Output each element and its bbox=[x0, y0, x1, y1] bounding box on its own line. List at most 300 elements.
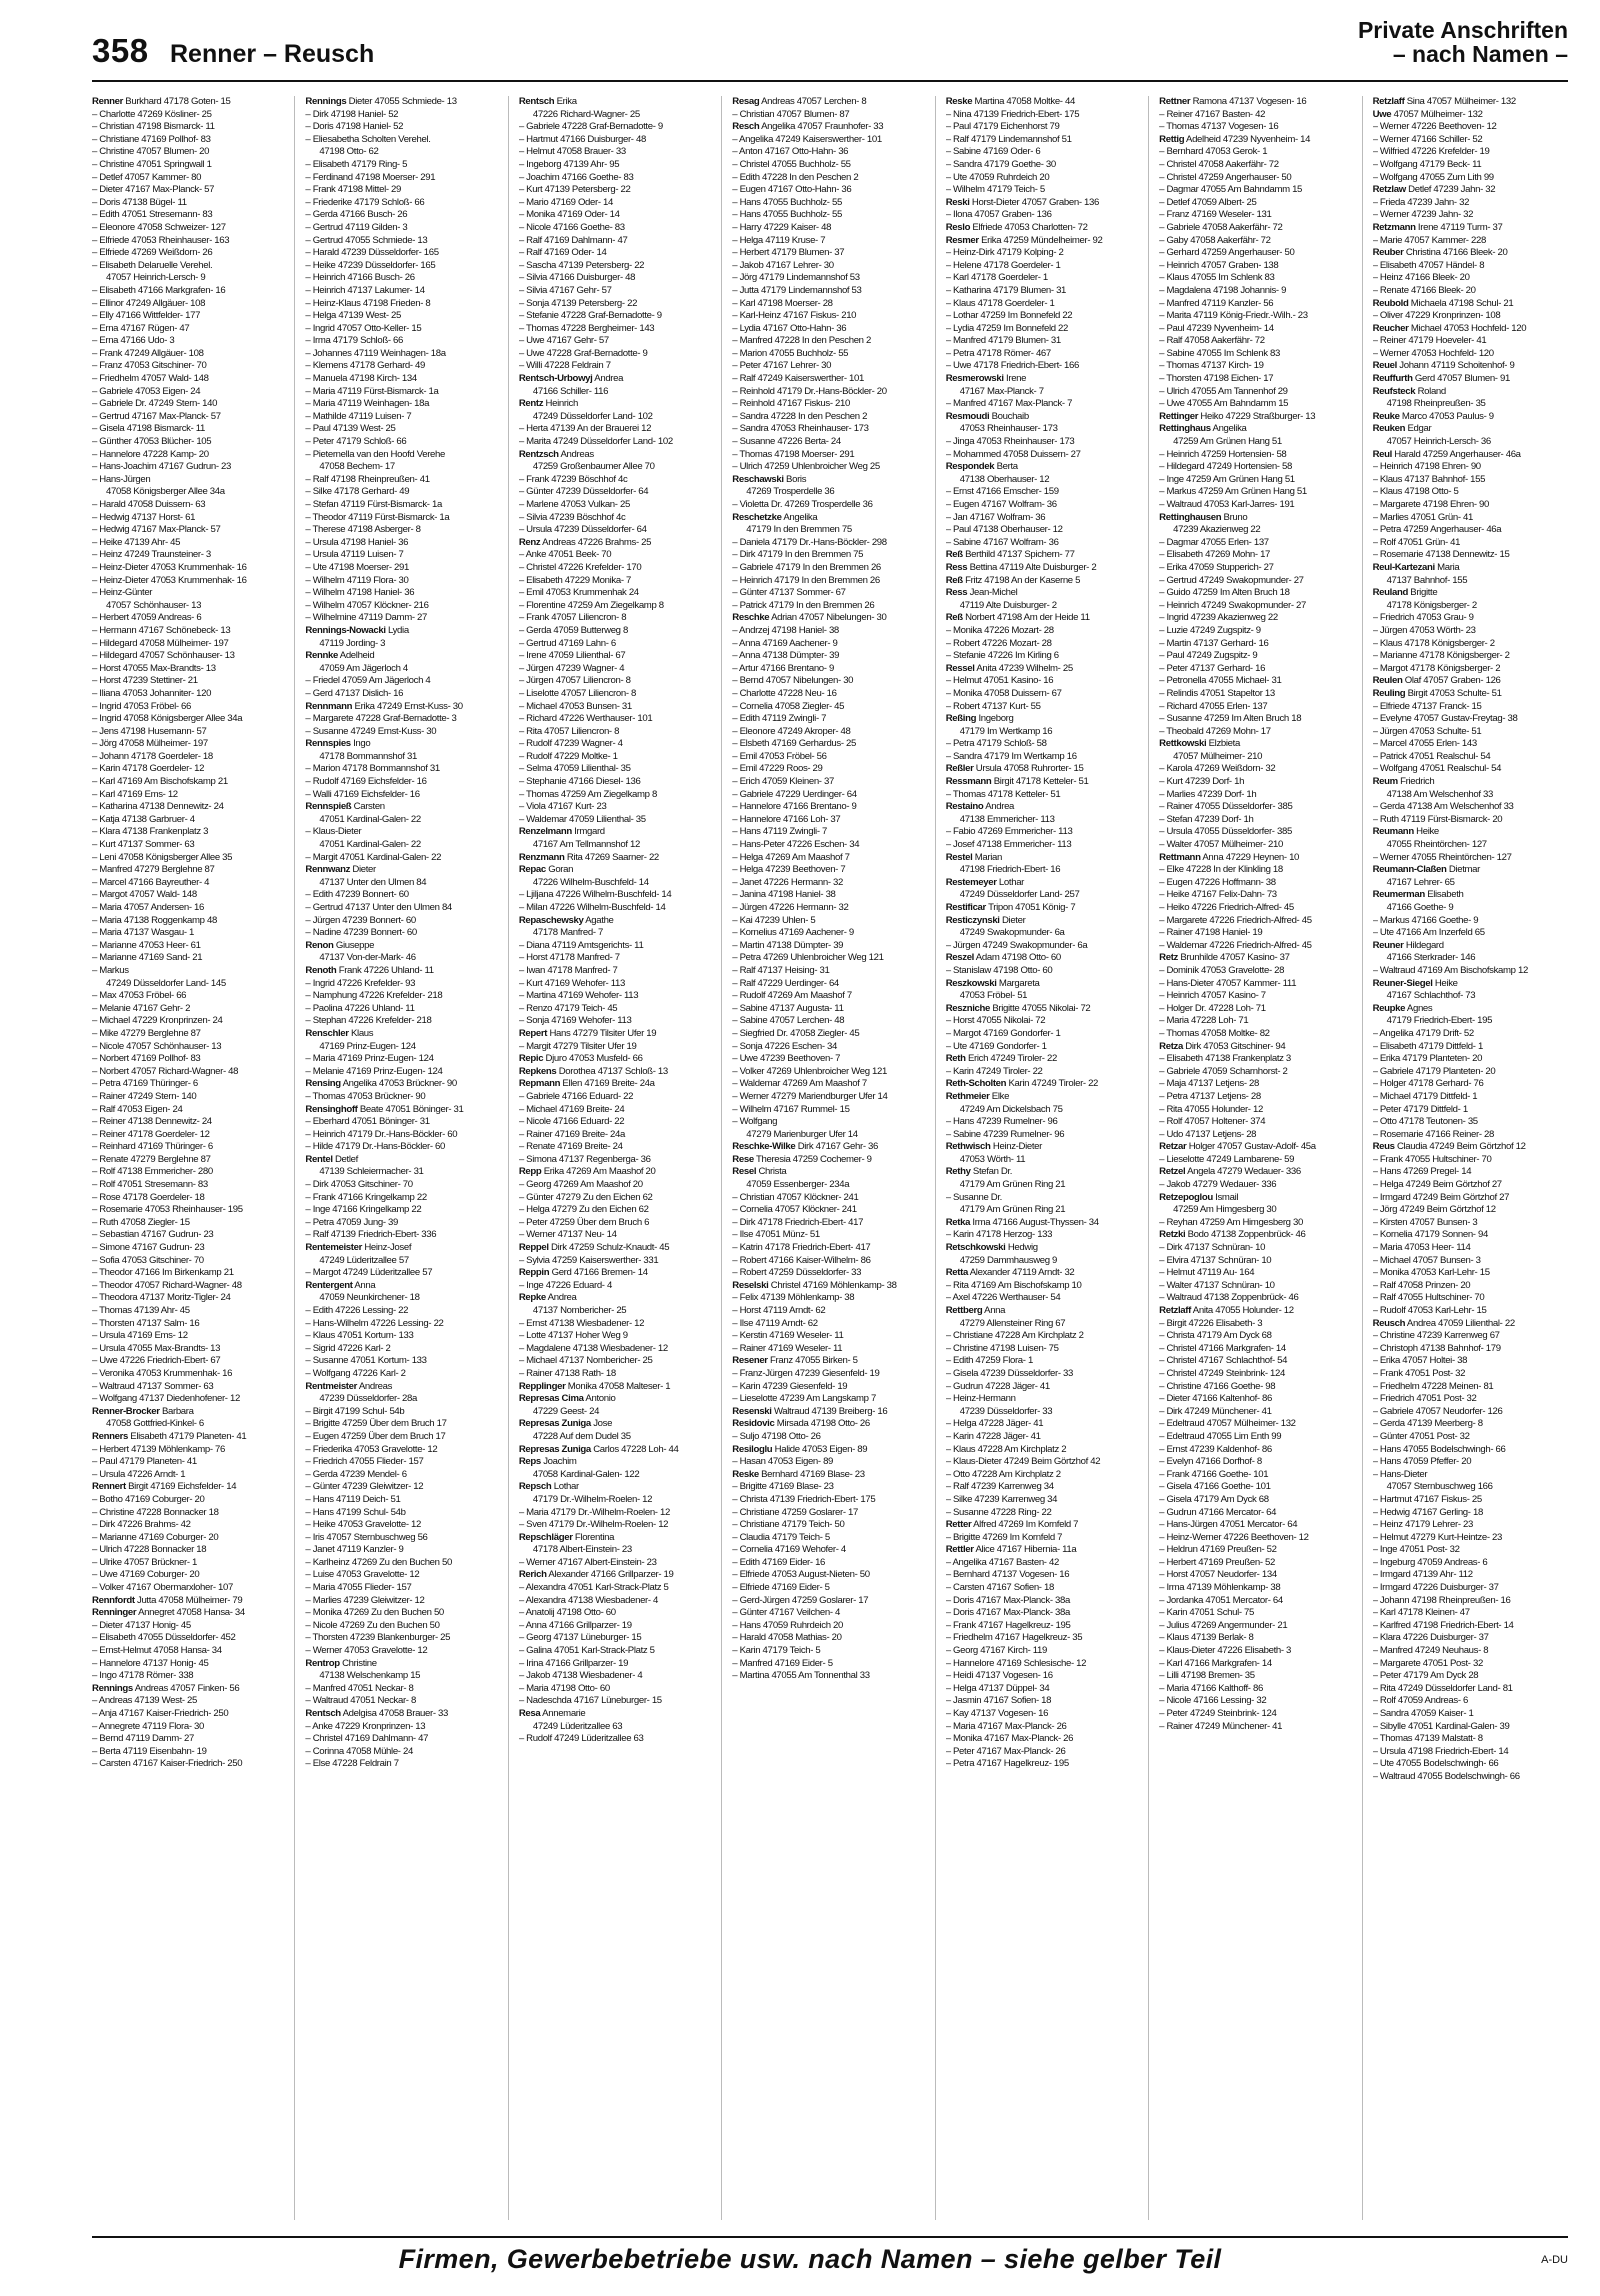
directory-entry bbox=[732, 1318, 928, 1331]
entry-text: – Eugen 47167 Wolfram- 36 bbox=[945, 499, 1057, 510]
directory-entry bbox=[1159, 940, 1355, 953]
entry-text: – Christel 47259 Angerhauser- 50 bbox=[1159, 171, 1292, 183]
entry-text: – Ulrich 47228 Bonnacker 18 bbox=[92, 1544, 207, 1556]
directory-entry bbox=[305, 1343, 501, 1356]
entry-text: – Harald 47058 Mathias- 20 bbox=[732, 1632, 842, 1644]
entry-text: – Marianne 47169 Sand- 21 bbox=[92, 952, 203, 964]
entry-text: – Irmgard 47226 Duisburger- 37 bbox=[1372, 1582, 1499, 1594]
entry-text: Rita 47269 Saarner- 22 bbox=[564, 851, 659, 863]
directory-entry bbox=[92, 738, 288, 751]
entry-text: – Alexandra 47051 Karl-Strack-Platz 5 bbox=[518, 1582, 669, 1594]
directory-entry bbox=[305, 1242, 501, 1255]
directory-entry bbox=[1159, 1519, 1355, 1532]
directory-entry bbox=[305, 474, 501, 487]
surname: Rentrop bbox=[305, 1657, 340, 1669]
directory-entry bbox=[92, 1658, 288, 1671]
entry-text: Carsten bbox=[351, 801, 385, 813]
directory-entry bbox=[305, 1141, 501, 1154]
entry-text: – Uwe 47169 Coburger- 20 bbox=[92, 1569, 200, 1581]
directory-entry bbox=[519, 915, 715, 928]
entry-text: – Franz-Jürgen 47239 Giesenfeld- 19 bbox=[732, 1367, 880, 1379]
directory-entry bbox=[1159, 1003, 1355, 1016]
entry-text: – Peter 47179 Dittfeld- 1 bbox=[1372, 1103, 1468, 1115]
directory-entry bbox=[305, 889, 501, 902]
entry-text: – Gertrud 47137 Unter den Ulmen 84 bbox=[305, 902, 452, 913]
entry-text: – Christian 47057 Klöckner- 241 bbox=[732, 1191, 859, 1203]
directory-entry bbox=[519, 449, 715, 462]
entry-text: – Edith 47051 Stresemann- 83 bbox=[92, 209, 213, 221]
entry-text: – Edeltraud 47055 Lim Enth 99 bbox=[1159, 1430, 1282, 1442]
entry-text: 47059 Essenberger- 234a bbox=[746, 1179, 850, 1191]
directory-entry bbox=[305, 1255, 501, 1268]
entry-text: – Reyhan 47259 Am Himgesberg 30 bbox=[1159, 1216, 1303, 1228]
entry-text: – Wolfgang 47226 Karl- 2 bbox=[305, 1367, 406, 1379]
entry-text: – Thomas 47058 Moltke- 82 bbox=[1159, 1027, 1270, 1039]
entry-text: – Klaus 47198 Otto- 5 bbox=[1372, 486, 1459, 498]
directory-entry bbox=[732, 575, 928, 588]
directory-entry bbox=[519, 801, 715, 814]
directory-entry bbox=[946, 663, 1142, 676]
directory-entry bbox=[305, 1494, 501, 1507]
directory-entry bbox=[519, 1041, 715, 1054]
directory-entry bbox=[1373, 1746, 1570, 1759]
directory-entry bbox=[92, 1406, 288, 1419]
directory-entry bbox=[732, 1393, 928, 1406]
directory-entry bbox=[305, 1116, 501, 1129]
region-code: A-DU bbox=[1541, 2254, 1568, 2266]
entry-text: – Maria 47119 Fürst-Bismarck- 1a bbox=[305, 385, 439, 397]
directory-entry bbox=[92, 978, 288, 991]
entry-text: Heike bbox=[1413, 826, 1439, 838]
directory-entry bbox=[305, 663, 501, 676]
page-header bbox=[92, 18, 1568, 76]
entry-text: – Kerstin 47169 Weseler- 11 bbox=[732, 1330, 844, 1342]
entry-text: – Karin 47249 Tiroler- 22 bbox=[945, 1065, 1043, 1077]
directory-entry bbox=[732, 612, 928, 625]
directory-entry bbox=[732, 209, 928, 222]
entry-text: – Rolf 47059 Andreas- 6 bbox=[1372, 1695, 1468, 1707]
entry-text: – Hannelore 47228 Kamp- 20 bbox=[92, 448, 209, 460]
directory-entry bbox=[1159, 222, 1355, 235]
entry-text: – Rosemarie 47166 Reiner- 28 bbox=[1372, 1128, 1494, 1140]
directory-entry bbox=[1373, 814, 1570, 827]
entry-text: – Katharina 47179 Blumen- 31 bbox=[945, 284, 1067, 296]
directory-entry bbox=[1159, 1620, 1355, 1633]
entry-text: – Helmut 47051 Kasino- 16 bbox=[945, 675, 1054, 687]
entry-text: – Ute 47059 Ruhrdeich 20 bbox=[945, 171, 1050, 183]
directory-entry bbox=[1159, 650, 1355, 663]
directory-entry bbox=[519, 1053, 715, 1066]
directory-entry bbox=[946, 96, 1142, 109]
entry-text: – Thorsten 47239 Blankenburger- 25 bbox=[305, 1632, 451, 1644]
entry-text: – Birgit 47199 Schul- 54b bbox=[305, 1405, 405, 1417]
directory-entry bbox=[92, 1494, 288, 1507]
directory-entry bbox=[946, 348, 1142, 361]
entry-text: – Gerda 47138 Am Welschenhof 33 bbox=[1372, 801, 1514, 813]
directory-entry bbox=[1159, 1129, 1355, 1142]
entry-text: – Günter 47051 Post- 32 bbox=[1372, 1430, 1470, 1442]
entry-text: – Petra 47259 Angerhauser- 46a bbox=[1372, 524, 1502, 536]
surname: Reuffurth bbox=[1372, 373, 1413, 385]
entry-text: 47249 Düsseldorfer Land- 145 bbox=[106, 977, 226, 989]
directory-entry bbox=[519, 1116, 715, 1129]
entry-text: – Detlef 47059 Albert- 25 bbox=[1159, 196, 1257, 208]
entry-text: Andrea bbox=[983, 801, 1015, 813]
directory-entry bbox=[732, 1595, 928, 1608]
surname: Reth-Scholten bbox=[945, 1078, 1007, 1090]
entry-text: – Heinz-Werner 47226 Beethoven- 12 bbox=[1159, 1531, 1309, 1543]
surname: Reth bbox=[945, 1053, 966, 1065]
directory-entry bbox=[92, 638, 288, 651]
directory-entry bbox=[1159, 990, 1355, 1003]
directory-entry bbox=[92, 1217, 288, 1230]
directory-entry bbox=[946, 146, 1142, 159]
entry-text: – Marlene 47053 Vulkan- 25 bbox=[518, 499, 630, 510]
entry-text: – Ernst 47138 Wiesbadener- 12 bbox=[518, 1317, 645, 1329]
directory-entry bbox=[92, 663, 288, 676]
entry-text: 47239 Düsseldorfer- 33 bbox=[959, 1405, 1053, 1417]
entry-text: – Manfred 47169 Eider- 5 bbox=[732, 1657, 833, 1669]
directory-entry bbox=[732, 701, 928, 714]
directory-entry bbox=[519, 852, 715, 865]
entry-text: – Ralf 47169 Oder- 14 bbox=[518, 247, 607, 259]
entry-text: – Sibylle 47051 Kardinal-Galen- 39 bbox=[1372, 1720, 1510, 1732]
entry-text: – Brigitte 47259 Über dem Bruch 17 bbox=[305, 1418, 447, 1430]
directory-entry bbox=[519, 499, 715, 512]
directory-entry bbox=[946, 1733, 1142, 1746]
entry-text: – Angelika 47249 Kaiserswerther- 101 bbox=[732, 133, 882, 145]
entry-text: – Claudia 47179 Teich- 5 bbox=[732, 1531, 830, 1543]
directory-entry bbox=[519, 1242, 715, 1255]
entry-text: – Stefan 47119 Fürst-Bismarck- 1a bbox=[305, 499, 442, 510]
entry-text: – Hedwig 47137 Horst- 61 bbox=[92, 511, 196, 523]
directory-entry bbox=[1373, 449, 1570, 462]
entry-text: – Wilfried 47226 Krefelder- 19 bbox=[1372, 146, 1490, 158]
directory-entry bbox=[1373, 1645, 1570, 1658]
directory-entry bbox=[946, 411, 1142, 424]
entry-text: – Dagmar 47055 Am Bahndamm 15 bbox=[1159, 184, 1303, 196]
directory-entry bbox=[305, 1104, 501, 1117]
entry-text: – Bernd 47057 Nibelungen- 30 bbox=[732, 675, 854, 687]
entry-text: – Klaus-Dieter bbox=[305, 826, 362, 838]
directory-entry bbox=[305, 1444, 501, 1457]
entry-text: – Jens 47198 Husemann- 57 bbox=[92, 725, 207, 737]
entry-text: – Hans-Dieter bbox=[1372, 1468, 1428, 1480]
entry-text: – Eleonore 47058 Schweizer- 127 bbox=[92, 221, 226, 233]
entry-text: – Martina 47169 Wehofer- 113 bbox=[518, 990, 639, 1002]
directory-entry bbox=[92, 1003, 288, 1016]
entry-text: – Helga 47119 Kruse- 7 bbox=[732, 234, 826, 246]
entry-text: – Theodor 47119 Fürst-Bismarck- 1a bbox=[305, 511, 450, 523]
directory-entry bbox=[1159, 1582, 1355, 1595]
directory-entry bbox=[946, 1116, 1142, 1129]
directory-entry bbox=[1373, 1066, 1570, 1079]
directory-entry bbox=[1159, 386, 1355, 399]
surname: Repp bbox=[518, 1166, 542, 1178]
entry-text: – Gabriele 47057 Neudorfer- 126 bbox=[1372, 1405, 1503, 1417]
entry-text: 47119 Alte Duisburger- 2 bbox=[959, 599, 1057, 611]
entry-text: – Herta 47139 An der Brauerei 12 bbox=[518, 423, 652, 435]
entry-text: Christel 47169 Möhlenkamp- 38 bbox=[768, 1279, 897, 1291]
directory-entry bbox=[946, 1456, 1142, 1469]
directory-entry bbox=[1159, 1695, 1355, 1708]
entry-text: Irma 47166 August-Thyssen- 34 bbox=[970, 1216, 1099, 1228]
entry-text: – Heinz 47179 Lehrer- 23 bbox=[1372, 1519, 1473, 1531]
directory-entry bbox=[1159, 1330, 1355, 1343]
directory-entry bbox=[519, 512, 715, 525]
entry-text: Annemarie bbox=[540, 1708, 586, 1719]
directory-entry bbox=[1159, 184, 1355, 197]
surname: Reuling bbox=[1372, 687, 1406, 699]
entry-text: – Ingeborg 47139 Ahr- 95 bbox=[518, 158, 620, 170]
entry-text: – Charlotte 47269 Kösliner- 25 bbox=[92, 108, 212, 120]
entry-text: – Reiner 47178 Goerdeler- 12 bbox=[92, 1128, 210, 1140]
directory-entry bbox=[305, 650, 501, 663]
entry-text: – Dominik 47053 Gravelotte- 28 bbox=[1159, 964, 1285, 976]
directory-entry bbox=[519, 285, 715, 298]
entry-text: – Anna 47166 Grillparzer- 19 bbox=[518, 1619, 632, 1631]
surname: Rennspieß bbox=[305, 801, 352, 813]
entry-text: – Ernst 47239 Kaldenhof- 86 bbox=[1159, 1443, 1272, 1455]
entry-text: – Marianne 47169 Coburger- 20 bbox=[92, 1531, 219, 1543]
entry-text: – Ralf 47169 Dahlmann- 47 bbox=[518, 234, 628, 246]
directory-entry bbox=[1373, 726, 1570, 739]
directory-entry bbox=[946, 512, 1142, 525]
entry-text: – Eugen 47259 Über dem Bruch 17 bbox=[305, 1430, 446, 1442]
directory-entry bbox=[1159, 1192, 1355, 1205]
directory-entry bbox=[732, 159, 928, 172]
directory-entry bbox=[92, 1179, 288, 1192]
directory-entry bbox=[1159, 751, 1355, 764]
entry-text: – Irina 47166 Grillparzer- 19 bbox=[518, 1657, 629, 1669]
entry-text: – Jürgen 47249 Swakopmunder- 6a bbox=[945, 939, 1088, 951]
directory-entry bbox=[732, 1355, 928, 1368]
entry-text: – Thomas 47137 Vogesen- 16 bbox=[1159, 121, 1279, 133]
directory-entry bbox=[1159, 726, 1355, 739]
directory-entry bbox=[1159, 600, 1355, 613]
surname: Represas Zuniga bbox=[518, 1418, 591, 1430]
directory-entry bbox=[305, 486, 501, 499]
entry-text: Dirk 47259 Schulz-Knaudt- 45 bbox=[548, 1242, 670, 1254]
entry-text: – Gerda 47139 Meerberg- 8 bbox=[1372, 1418, 1483, 1430]
directory-entry bbox=[1159, 348, 1355, 361]
entry-text: – Jörg 47249 Beim Görtzhof 12 bbox=[1372, 1204, 1496, 1216]
directory-entry bbox=[305, 386, 501, 399]
directory-entry bbox=[946, 965, 1142, 978]
entry-text: – Gaby 47058 Aakerfähr- 72 bbox=[1159, 234, 1271, 246]
directory-entry bbox=[1373, 915, 1570, 928]
directory-entry bbox=[92, 1104, 288, 1117]
entry-text: – Uwe 47239 Beethoven- 7 bbox=[732, 1053, 841, 1065]
entry-text: – Kay 47137 Vogesen- 16 bbox=[945, 1708, 1049, 1719]
directory-entry bbox=[1373, 1381, 1570, 1394]
directory-entry bbox=[92, 386, 288, 399]
entry-text: Bettina 47119 Alte Duisburger- 2 bbox=[967, 561, 1097, 573]
entry-text: – Waldemar 47226 Friedrich-Alfred- 45 bbox=[1159, 939, 1312, 951]
directory-entry bbox=[519, 1544, 715, 1557]
directory-entry bbox=[732, 978, 928, 991]
entry-text: Anna 47229 Heynen- 10 bbox=[1200, 851, 1300, 863]
directory-entry bbox=[1159, 1431, 1355, 1444]
entry-text: – Marlies 47239 Dorf- 1h bbox=[1159, 788, 1257, 800]
entry-text: – Georg 47269 Am Maashof 20 bbox=[518, 1179, 643, 1191]
directory-entry bbox=[946, 1519, 1142, 1532]
directory-entry bbox=[92, 839, 288, 852]
directory-entry bbox=[946, 1066, 1142, 1079]
entry-text: – Brigitte 47269 Im Kornfeld 7 bbox=[945, 1531, 1063, 1543]
surname: Retzki bbox=[1159, 1229, 1186, 1241]
entry-text: – Margit 47051 Kardinal-Galen- 22 bbox=[305, 851, 442, 863]
surname: Reschke bbox=[732, 612, 770, 624]
directory-entry bbox=[1159, 1381, 1355, 1394]
directory-entry bbox=[1373, 109, 1570, 122]
entry-text: – Petra 47167 Hagelkreuz- 195 bbox=[945, 1758, 1069, 1770]
directory-entry bbox=[732, 738, 928, 751]
directory-entry bbox=[519, 701, 715, 714]
directory-entry bbox=[1159, 1721, 1355, 1734]
entry-text: – Christel 47055 Buchholz- 55 bbox=[732, 158, 851, 170]
directory-entry bbox=[946, 1406, 1142, 1419]
entry-text: – Elfriede 47169 Eider- 5 bbox=[732, 1582, 830, 1594]
directory-entry bbox=[732, 1368, 928, 1381]
entry-text: 47055 Rheintörchen- 127 bbox=[1386, 839, 1487, 851]
surname: Retter bbox=[945, 1519, 972, 1531]
entry-text: – Christine 47051 Springwall 1 bbox=[92, 158, 212, 170]
entry-text: – Christine 47057 Blumen- 20 bbox=[92, 146, 210, 158]
entry-text: – Inge 47226 Eduard- 4 bbox=[518, 1279, 612, 1291]
entry-text: 47259 Großenbaumer Allee 70 bbox=[532, 461, 655, 473]
directory-entry bbox=[1159, 323, 1355, 336]
entry-text: – Suljo 47198 Otto- 26 bbox=[732, 1430, 821, 1442]
entry-text: Dirk 47053 Gitschiner- 94 bbox=[1182, 1040, 1286, 1052]
directory-entry bbox=[519, 96, 715, 109]
directory-entry bbox=[1159, 826, 1355, 839]
surname: Rentel bbox=[305, 1153, 333, 1165]
directory-entry bbox=[1373, 298, 1570, 311]
directory-entry bbox=[946, 1343, 1142, 1356]
entry-text: – Hedwig 47167 Gerling- 18 bbox=[1372, 1506, 1483, 1518]
surname: Represas Zuniga bbox=[518, 1443, 591, 1455]
entry-text: – Manfred 47051 Neckar- 8 bbox=[305, 1682, 414, 1694]
entry-text: – Janina 47198 Haniel- 38 bbox=[732, 889, 836, 901]
directory-entry bbox=[732, 172, 928, 185]
entry-text: 47138 Oberhauser- 12 bbox=[959, 473, 1050, 485]
directory-entry bbox=[732, 436, 928, 449]
entry-text: – Ralf 47239 Karrenweg 34 bbox=[945, 1481, 1054, 1493]
entry-text: Irmgard bbox=[571, 826, 605, 838]
directory-entry bbox=[519, 776, 715, 789]
entry-text: 47179 Im Wertkamp 16 bbox=[959, 725, 1053, 737]
directory-entry bbox=[92, 310, 288, 323]
entry-text: – Heinz-Dirk 47179 Kolping- 2 bbox=[945, 247, 1064, 259]
entry-text: – Stefan 47239 Dorf- 1h bbox=[1159, 813, 1254, 825]
directory-entry bbox=[1159, 638, 1355, 651]
directory-entry bbox=[305, 1066, 501, 1079]
entry-text: – Heike 47167 Felix-Dahn- 73 bbox=[1159, 889, 1277, 901]
entry-text: – Markus 47166 Goethe- 9 bbox=[1372, 914, 1479, 926]
entry-text: – Max 47053 Fröbel- 66 bbox=[92, 990, 187, 1002]
entry-text: – Elisabeth 47179 Dittfeld- 1 bbox=[1372, 1040, 1483, 1052]
entry-text: – Rainer 47138 Rath- 18 bbox=[518, 1367, 616, 1379]
surname: Renschler bbox=[305, 1027, 349, 1039]
entry-text: Alexander 47166 Grillparzer- 19 bbox=[546, 1569, 674, 1581]
directory-entry bbox=[732, 1104, 928, 1117]
entry-text: – Dieter 47166 Kaltenhof- 86 bbox=[1159, 1393, 1273, 1405]
surname: Resticzynski bbox=[945, 914, 1000, 926]
directory-entry bbox=[946, 1746, 1142, 1759]
entry-text: – Mario 47169 Oder- 14 bbox=[518, 196, 614, 208]
directory-entry bbox=[946, 247, 1142, 260]
entry-text: – Ursula 47055 Düsseldorfer- 385 bbox=[1159, 826, 1292, 838]
directory-entry bbox=[92, 675, 288, 688]
directory-entry bbox=[519, 1078, 715, 1091]
directory-entry bbox=[92, 1456, 288, 1469]
entry-text: Erika 47269 Am Maashof 20 bbox=[541, 1166, 656, 1178]
directory-entry bbox=[732, 1645, 928, 1658]
entry-text: – Elisabeth 47057 Händel- 8 bbox=[1372, 259, 1485, 271]
directory-entry bbox=[519, 990, 715, 1003]
entry-text: 47179 In den Bremmen 75 bbox=[746, 524, 852, 536]
surname: Rentemeister bbox=[305, 1242, 363, 1254]
directory-entry bbox=[732, 562, 928, 575]
entry-text: Angela 47279 Wedauer- 336 bbox=[1185, 1166, 1301, 1178]
entry-text: – Wolfgang 47137 Diedenhofener- 12 bbox=[92, 1393, 240, 1405]
entry-text: 47138 Emmericher- 113 bbox=[959, 813, 1055, 825]
entry-text: Anna bbox=[982, 1305, 1006, 1316]
entry-text: – Klara 47226 Duisburger- 37 bbox=[1372, 1632, 1489, 1644]
surname: Retzar bbox=[1159, 1141, 1187, 1153]
surname: Reszniche bbox=[945, 1002, 991, 1014]
entry-text: Michaela 47198 Schul- 21 bbox=[1408, 297, 1514, 309]
entry-text: – Christine 47228 Bonnacker 18 bbox=[92, 1506, 219, 1518]
directory-entry bbox=[1373, 1217, 1570, 1230]
directory-entry bbox=[946, 625, 1142, 638]
directory-entry bbox=[1159, 1078, 1355, 1091]
entry-text: Roland bbox=[1415, 385, 1446, 397]
entry-text: Erika 47249 Ernst-Kuss- 30 bbox=[352, 700, 463, 712]
entry-text: Ramona 47137 Vogesen- 16 bbox=[1190, 96, 1307, 107]
directory-entry bbox=[1159, 1544, 1355, 1557]
directory-entry bbox=[1373, 1053, 1570, 1066]
entry-text: – Inge 47166 Kringelkamp 22 bbox=[305, 1204, 422, 1216]
entry-text: – Peter 47179 Am Dyck 28 bbox=[1372, 1670, 1479, 1682]
surname: Rentzsch bbox=[518, 448, 559, 460]
entry-text: – Elfriede 47269 Weißdorn- 26 bbox=[92, 247, 213, 259]
directory-entry bbox=[519, 1469, 715, 1482]
entry-text: – Nicole 47057 Schönhauser- 13 bbox=[92, 1040, 222, 1052]
directory-entry bbox=[946, 159, 1142, 172]
directory-entry bbox=[1373, 1078, 1570, 1091]
surname: Repschläger bbox=[518, 1531, 573, 1543]
directory-entry bbox=[1159, 738, 1355, 751]
directory-entry bbox=[1159, 310, 1355, 323]
entry-text: 47229 Geest- 24 bbox=[532, 1405, 600, 1417]
entry-text: – Waltraud 47137 Sommer- 63 bbox=[92, 1380, 214, 1392]
entry-text: 47178 Königsberger- 2 bbox=[1386, 599, 1477, 611]
entry-text: – Jakob 47138 Wiesbadener- 4 bbox=[518, 1670, 643, 1682]
entry-text: – Hans-Dieter 47057 Kammer- 111 bbox=[1159, 977, 1297, 989]
entry-text: – Maria 47053 Heer- 114 bbox=[1372, 1242, 1471, 1254]
entry-text: – Paul 47249 Zugspitz- 9 bbox=[1159, 650, 1258, 662]
directory-entry bbox=[732, 940, 928, 953]
directory-entry bbox=[519, 839, 715, 852]
entry-text: – Helga 47228 Jäger- 41 bbox=[945, 1418, 1044, 1430]
directory-entry bbox=[1373, 927, 1570, 940]
directory-entry bbox=[305, 1469, 501, 1482]
directory-entry bbox=[732, 134, 928, 147]
entry-text: Jean-Michel bbox=[967, 587, 1018, 599]
directory-entry bbox=[946, 1708, 1142, 1721]
